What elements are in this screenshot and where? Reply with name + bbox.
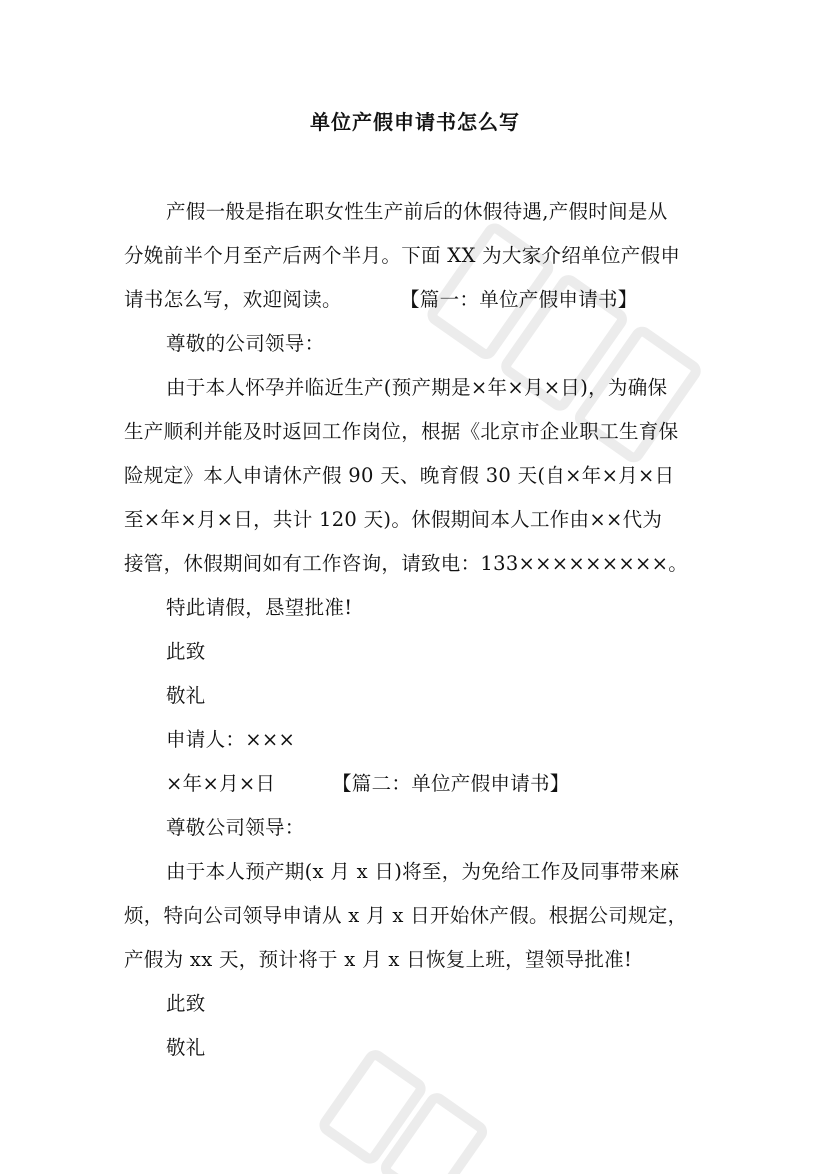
paragraph-line: 烦，特向公司领导申请从 x 月 x 日开始休产假。根据公司规定， [124,904,688,927]
paragraph-line: 生产顺利并能及时返回工作岗位，根据《北京市企业职工生育保 [124,420,679,443]
paragraph-line: 至×年×月×日，共计 120 天)。休假期间本人工作由××代为 [124,508,663,531]
paragraph-line: 由于本人怀孕并临近生产(预产期是×年×月×日)，为确保 [166,376,668,399]
closing-line: 此致 [166,640,206,663]
applicant-line: 申请人：××× [166,728,296,751]
document-title: 单位产假申请书怎么写 [310,110,520,134]
paragraph-line: 险规定》本人申请休产假 90 天、晚育假 30 天(自×年×月×日 [124,464,675,487]
paragraph-line: 产假一般是指在职女性生产前后的休假待遇,产假时间是从 [166,200,668,223]
paragraph-line: 产假为 xx 天，预计将于 x 月 x 日恢复上班，望领导批准! [124,948,633,971]
salutation: 尊敬公司领导： [166,816,305,839]
paragraph-line: 特此请假，恳望批准! [166,596,353,619]
section-heading-1: 【篇一：单位产假申请书】 [400,288,638,311]
closing-line: 敬礼 [166,684,206,707]
paragraph-line: 分娩前半个月至产后两个半月。下面 XX 为大家介绍单位产假申 [124,244,681,267]
date-line: ×年×月×日 [166,772,276,795]
section-heading-2: 【篇二：单位产假申请书】 [332,772,570,795]
closing-line: 敬礼 [166,1036,206,1059]
closing-line: 此致 [166,992,206,1015]
paragraph-line: 由于本人预产期(x 月 x 日)将至，为免给工作及同事带来麻 [166,860,680,883]
salutation: 尊敬的公司领导： [166,332,325,355]
paragraph-line: 接管，休假期间如有工作咨询，请致电：133×××××××××。 [124,552,689,575]
paragraph-line: 请书怎么写，欢迎阅读。 [124,288,342,311]
